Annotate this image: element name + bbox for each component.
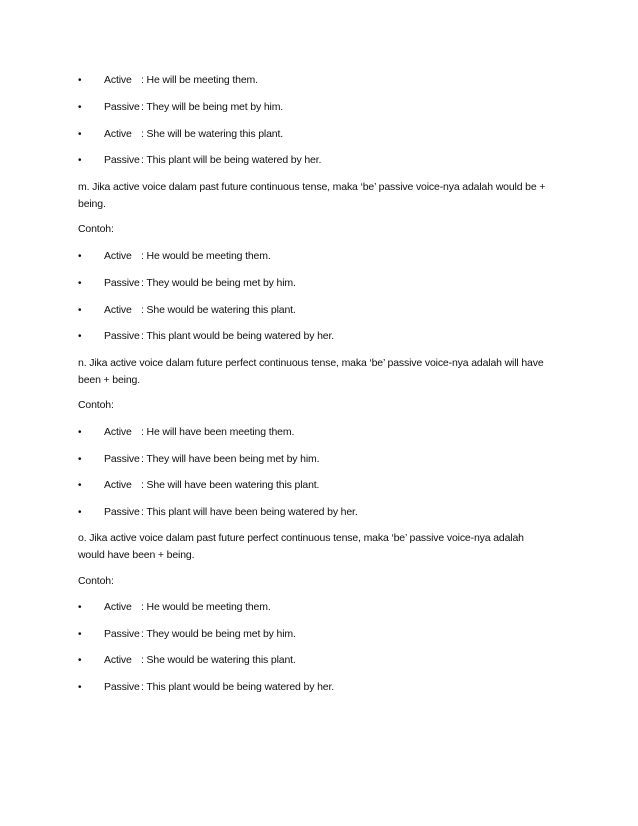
paragraph-line: being. <box>78 198 106 210</box>
bullet: • <box>78 75 82 86</box>
paragraph-line: would have been + being. <box>78 549 195 561</box>
bullet: • <box>78 602 82 613</box>
voice-label: Active <box>104 304 132 316</box>
bullet: • <box>78 427 82 438</box>
example-sentence: : He would be meeting them. <box>141 250 271 262</box>
bullet: • <box>78 155 82 166</box>
voice-label: Passive <box>104 101 140 113</box>
bullet: • <box>78 682 82 693</box>
bullet: • <box>78 655 82 666</box>
bullet: • <box>78 629 82 640</box>
bullet: • <box>78 129 82 140</box>
voice-label: Passive <box>104 506 140 518</box>
example-sentence: : This plant would be being watered by her. <box>141 330 334 342</box>
paragraph-line: been + being. <box>78 374 140 386</box>
example-sentence: : She would be watering this plant. <box>141 304 296 316</box>
rule-paragraph-o <box>78 530 562 564</box>
example-sentence: : They will have been being met by him. <box>141 453 320 465</box>
voice-label: Active <box>104 250 132 262</box>
bullet: • <box>78 102 82 113</box>
voice-label: Passive <box>104 628 140 640</box>
example-sentence: : He will have been meeting them. <box>141 426 295 438</box>
bullet: • <box>78 331 82 342</box>
bullet: • <box>78 480 82 491</box>
voice-label: Active <box>104 74 132 86</box>
contoh-heading: Contoh: <box>78 223 114 235</box>
bullet: • <box>78 454 82 465</box>
example-sentence: : She will be watering this plant. <box>141 128 283 140</box>
contoh-heading: Contoh: <box>78 399 114 411</box>
voice-label: Active <box>104 479 132 491</box>
bullet: • <box>78 507 82 518</box>
voice-label: Passive <box>104 330 140 342</box>
example-sentence: : She would be watering this plant. <box>141 654 296 666</box>
voice-label: Passive <box>104 681 140 693</box>
example-sentence: : They would be being met by him. <box>141 277 296 289</box>
paragraph-line: n. Jika active voice dalam future perfect continuous tense, maka ‘be’ passive voice-nya adalah will have <box>78 357 544 369</box>
paragraph-line: m. Jika active voice dalam past future continuous tense, maka ‘be’ passive voice-nya adalah would be + <box>78 181 546 193</box>
example-sentence: : He would be meeting them. <box>141 601 271 613</box>
voice-label: Active <box>104 654 132 666</box>
example-sentence: : She will have been watering this plant. <box>141 479 320 491</box>
bullet: • <box>78 278 82 289</box>
rule-paragraph-m <box>78 179 562 213</box>
voice-label: Active <box>104 426 132 438</box>
example-sentence: : They would be being met by him. <box>141 628 296 640</box>
voice-label: Passive <box>104 154 140 166</box>
example-sentence: : This plant will be being watered by her. <box>141 154 322 166</box>
contoh-heading: Contoh: <box>78 575 114 587</box>
rule-paragraph-n <box>78 355 562 389</box>
voice-label: Passive <box>104 277 140 289</box>
bullet: • <box>78 305 82 316</box>
example-sentence: : He will be meeting them. <box>141 74 258 86</box>
voice-label: Active <box>104 601 132 613</box>
bullet: • <box>78 251 82 262</box>
paragraph-line: o. Jika active voice dalam past future perfect continuous tense, maka ‘be’ passive voice-nya adalah <box>78 532 524 544</box>
example-sentence: : This plant would be being watered by her. <box>141 681 334 693</box>
example-sentence: : They will be being met by him. <box>141 101 284 113</box>
voice-label: Active <box>104 128 132 140</box>
voice-label: Passive <box>104 453 140 465</box>
example-sentence: : This plant will have been being watered by her. <box>141 506 358 518</box>
